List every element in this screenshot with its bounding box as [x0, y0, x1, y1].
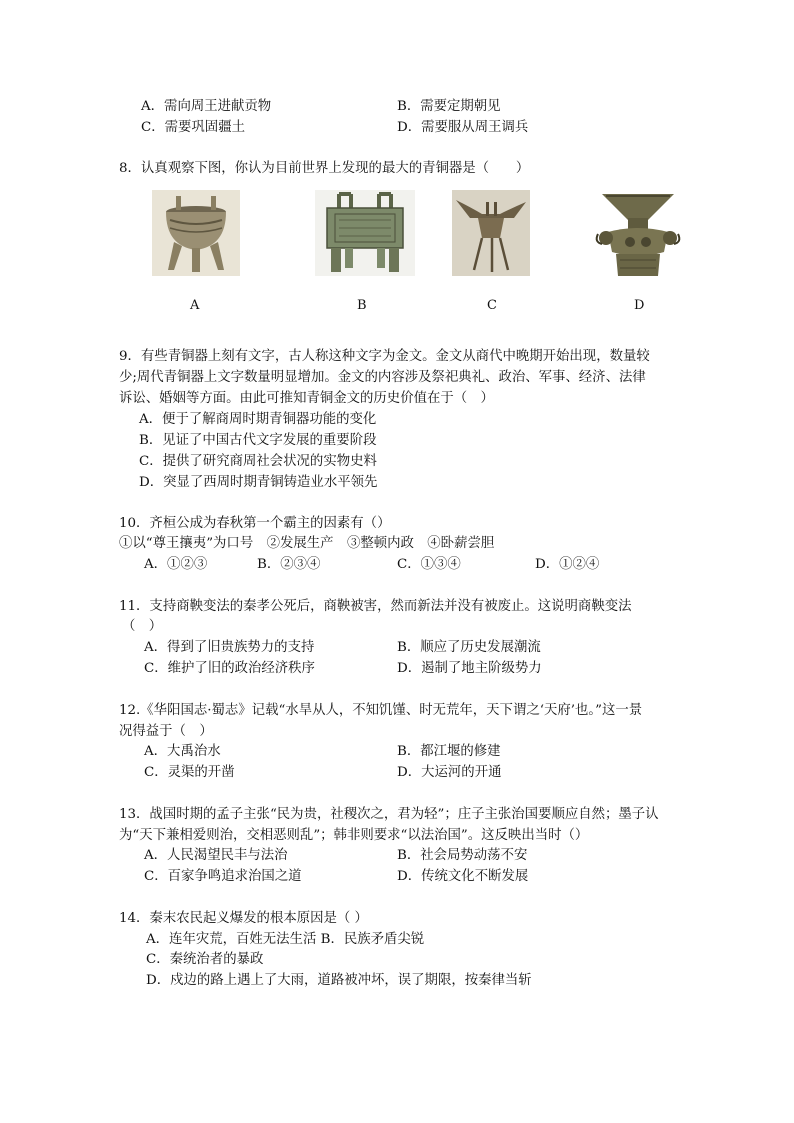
q10-option-d[interactable]: D．①②④	[535, 557, 600, 572]
q14-option-d[interactable]: D．戍边的路上遇上了大雨，道路被冲坏，误了期限，按秦律当斩	[146, 973, 532, 988]
q9-option-c[interactable]: C．提供了研究商周社会状况的实物史料	[139, 454, 377, 469]
q9-stem-line-2: 少;周代青铜器上文字数量明显增加。金文的内容涉及祭祀典礼、政治、军事、经济、法律	[119, 370, 646, 385]
q9-option-a[interactable]: A．便于了解商周时期青铜器功能的变化	[139, 412, 377, 427]
q8-image-b[interactable]	[315, 190, 415, 276]
q7-option-d[interactable]: D．需要服从周王调兵	[397, 120, 529, 135]
q12-option-a[interactable]: A．大禹治水	[144, 744, 221, 759]
q7-option-a[interactable]: A．需向周王进献贡物	[141, 99, 272, 114]
q8-label-a: A	[190, 298, 200, 313]
q8-image-c[interactable]	[452, 190, 530, 276]
q11-option-a[interactable]: A．得到了旧贵族势力的支持	[144, 640, 315, 655]
q12-option-b[interactable]: B．都江堰的修建	[397, 744, 501, 759]
q11-stem-line-2: （ ）	[122, 619, 163, 634]
q9-stem-line-3: 诉讼、婚姻等方面。由此可推知青铜金文的历史价值在于（ ）	[119, 391, 494, 406]
four-ram-zun-icon	[588, 190, 688, 280]
q13-stem-line-1: 13．战国时期的孟子主张“民为贵，社稷次之，君为轻”；庄子主张治国要顺应自然；墨子认	[119, 807, 659, 822]
q10-items: ①以“尊王攘夷”为口号 ②发展生产 ③整顿内政 ④卧薪尝胆	[119, 536, 495, 551]
q11-option-c[interactable]: C．维护了旧的政治经济秩序	[144, 661, 315, 676]
q7-option-c[interactable]: C．需要巩固疆土	[141, 120, 245, 135]
q14-stem: 14．秦末农民起义爆发的根本原因是（ ）	[119, 911, 368, 926]
q11-option-b[interactable]: B．顺应了历史发展潮流	[397, 640, 541, 655]
q8-image-d[interactable]	[588, 190, 688, 280]
bronze-ding-tripod-icon	[152, 190, 240, 276]
bronze-jue-icon	[452, 190, 530, 276]
q9-option-d[interactable]: D．突显了西周时期青铜铸造业水平领先	[139, 475, 378, 490]
q11-option-d[interactable]: D．遏制了地主阶级势力	[397, 661, 542, 676]
q8-image-a[interactable]	[152, 190, 240, 276]
q10-stem: 10．齐桓公成为春秋第一个霸主的因素有（）	[119, 516, 391, 531]
q13-option-b[interactable]: B．社会局势动荡不安	[397, 848, 528, 863]
q8-label-c: C	[487, 298, 497, 313]
q11-stem-line-1: 11．支持商鞅变法的秦孝公死后，商鞅被害，然而新法并没有被废止。这说明商鞅变法	[119, 599, 632, 614]
q12-option-c[interactable]: C．灵渠的开凿	[144, 765, 235, 780]
q13-option-c[interactable]: C．百家争鸣追求治国之道	[144, 869, 302, 884]
q10-option-c[interactable]: C．①③④	[397, 557, 461, 572]
q9-option-b[interactable]: B．见证了中国古代文字发展的重要阶段	[139, 433, 377, 448]
q8-label-b: B	[357, 298, 367, 313]
q14-option-a-b[interactable]: A．连年灾荒，百姓无法生活 B．民族矛盾尖锐	[146, 932, 425, 947]
q14-option-c[interactable]: C．秦统治者的暴政	[146, 952, 264, 967]
q12-option-d[interactable]: D．大运河的开通	[397, 765, 502, 780]
q10-option-b[interactable]: B．②③④	[257, 557, 321, 572]
q9-stem-line-1: 9．有些青铜器上刻有文字，古人称这种文字为金文。金文从商代中晚期开始出现，数量较	[119, 349, 650, 364]
simuwu-ding-icon	[315, 190, 415, 276]
q12-stem-line-1: 12.《华阳国志·蜀志》记载“水旱从人，不知饥馑、时无荒年，天下谓之‘天府’也。”这一景	[119, 703, 643, 718]
q10-option-a[interactable]: A．①②③	[144, 557, 208, 572]
q8-stem: 8．认真观察下图，你认为目前世界上发现的最大的青铜器是（ ）	[119, 161, 530, 176]
q13-option-d[interactable]: D．传统文化不断发展	[397, 869, 529, 884]
q13-stem-line-2: 为“天下兼相爱则治，交相恶则乱”；韩非则要求“以法治国”。这反映出当时（）	[119, 828, 589, 843]
q8-label-d: D	[634, 298, 645, 313]
q7-option-b[interactable]: B．需要定期朝见	[397, 99, 501, 114]
q12-stem-line-2: 况得益于（ ）	[119, 724, 213, 739]
q13-option-a[interactable]: A．人民渴望民丰与法治	[144, 848, 288, 863]
